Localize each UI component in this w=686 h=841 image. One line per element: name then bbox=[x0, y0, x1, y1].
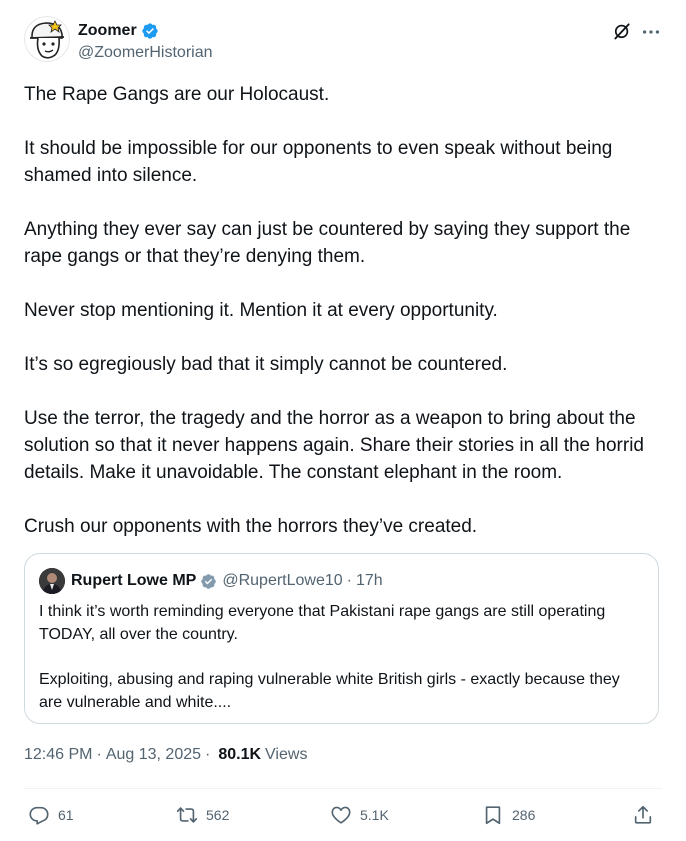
tweet-header bbox=[24, 16, 664, 68]
like-count: 5.1K bbox=[360, 807, 389, 823]
author-names bbox=[78, 20, 213, 62]
reply-count: 61 bbox=[58, 807, 74, 823]
bookmark-count: 286 bbox=[512, 807, 536, 823]
tweet-paragraph: Crush our opponents with the horrors they’ve created. bbox=[24, 516, 478, 537]
repost-icon bbox=[176, 804, 198, 826]
quoted-avatar-drawing bbox=[39, 568, 65, 594]
share-button[interactable] bbox=[632, 800, 654, 830]
bookmark-icon bbox=[482, 804, 504, 826]
tweet-paragraph: Use the terror, the tragedy and the horror as a weapon to bring about the solution so that it never happens again. Share their stories in all the horrid details. Make it unavoidable. The constant elephant in the room. bbox=[24, 408, 644, 483]
tweet-time[interactable]: 12:46 PM bbox=[24, 746, 93, 763]
tweet-date[interactable]: Aug 13, 2025 bbox=[105, 746, 202, 763]
author-display-name[interactable]: Zoomer bbox=[78, 22, 137, 39]
avatar[interactable] bbox=[24, 16, 70, 62]
views-label: Views bbox=[265, 746, 308, 763]
quoted-tweet-header bbox=[39, 569, 383, 593]
bookmark-button[interactable] bbox=[482, 800, 535, 830]
meta-separator: · bbox=[96, 746, 102, 763]
quoted-paragraph: I think it’s worth reminding everyone that Pakistani rape gangs are still operating TODAY, all over the country. bbox=[39, 603, 606, 643]
meta-separator: · bbox=[205, 746, 211, 763]
tweet-paragraph: It’s so egregiously bad that it simply cannot be countered. bbox=[24, 354, 508, 375]
grok-icon[interactable] bbox=[612, 21, 632, 41]
reply-icon bbox=[28, 804, 50, 826]
tweet-paragraph: The Rape Gangs are our Holocaust. bbox=[24, 84, 330, 105]
share-icon bbox=[632, 804, 654, 826]
action-bar bbox=[24, 800, 664, 830]
quoted-paragraph: Exploiting, abusing and raping vulnerable white British girls - exactly because they are vulnerable and white.... bbox=[39, 671, 620, 711]
quoted-tweet[interactable] bbox=[24, 553, 659, 724]
quoted-verified-badge-icon[interactable] bbox=[200, 573, 217, 590]
tweet-paragraph: Never stop mentioning it. Mention it at every opportunity. bbox=[24, 300, 498, 321]
quoted-avatar[interactable] bbox=[39, 568, 65, 594]
like-icon bbox=[330, 804, 352, 826]
views-count: 80.1K bbox=[218, 746, 262, 763]
quoted-tweet-body bbox=[39, 600, 644, 714]
repost-count: 562 bbox=[206, 807, 230, 823]
tweet-body bbox=[24, 81, 664, 540]
repost-button[interactable] bbox=[176, 800, 229, 830]
quoted-timestamp[interactable]: 17h bbox=[355, 572, 383, 589]
more-icon[interactable] bbox=[640, 21, 662, 43]
divider bbox=[24, 788, 662, 789]
reply-button[interactable] bbox=[28, 800, 74, 830]
quoted-handle[interactable]: @RupertLowe10 bbox=[222, 572, 343, 589]
verified-badge-icon[interactable] bbox=[141, 22, 159, 40]
author-handle[interactable]: @ZoomerHistorian bbox=[78, 44, 213, 61]
tweet-paragraph: Anything they ever say can just be countered by saying they support the rape gangs or that they’re denying them. bbox=[24, 219, 631, 267]
tweet-paragraph: It should be impossible for our opponents to even speak without being shamed into silence. bbox=[24, 138, 613, 186]
tweet-meta bbox=[24, 746, 307, 764]
like-button[interactable] bbox=[330, 800, 389, 830]
avatar-drawing bbox=[24, 16, 70, 62]
display-name-row bbox=[78, 20, 213, 42]
quoted-separator: · bbox=[346, 572, 352, 589]
quoted-display-name[interactable]: Rupert Lowe MP bbox=[71, 572, 197, 589]
